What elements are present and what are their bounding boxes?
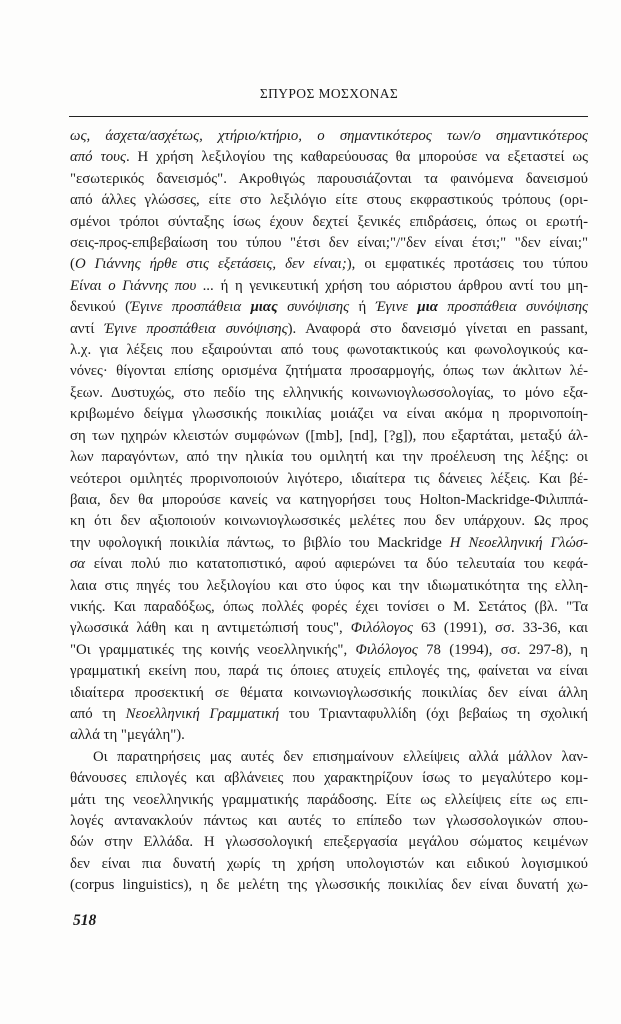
text-run: σεις-προς-επιβεβαίωση του τύπου "έτσι δεν είναι;"/"δεν είναι έτσι;" "δεν είναι;" — [70, 235, 588, 252]
text-run: ). Αναφορά στο δανεισμό γίνεται en passant, — [287, 320, 589, 337]
text-line — [70, 469, 588, 490]
text-line — [70, 447, 588, 468]
text-line — [70, 618, 588, 639]
text-line — [70, 319, 588, 340]
text-line — [70, 511, 588, 532]
text-line — [70, 340, 588, 361]
text-run: λαια στις πηγές του λεξιλογίου και στο ύφος και την ιδιωματικότητα της ελλη- — [70, 577, 588, 594]
italic-text: Φιλόλογος — [355, 641, 418, 658]
text-run: κριβωμένο δείγμα γλωσσικής ποικιλίας μοιάζει να είναι ακόμα η προρινοποίη- — [70, 406, 588, 423]
text-line — [70, 790, 588, 811]
text-run: λ.χ. για λέξεις που εξαιρούνται από τους φωνοτακτικούς και φωνολογικούς κα- — [70, 342, 588, 359]
text-run: ξεων. Δυστυχώς, στο πεδίο της ελληνικής κοινωνιογλωσσολογίας, το μόνο εξα- — [70, 384, 588, 401]
bold-italic-text: μιας — [250, 299, 278, 316]
text-run: νεότεροι ομιλητές προρινοποιούν λιγότερο, ιδιαίτερα τις δάνειες λέξεις. Και βέ- — [70, 470, 588, 487]
text-run: ή — [349, 299, 376, 316]
page-number: 518 — [73, 912, 97, 929]
text-run: σμένοι τρόποι σύνταξης ίσως έχουν δεχτεί ξενικές επιδράσεις, όπως οι ερωτή- — [70, 213, 588, 230]
italic-text: συνόψισης — [277, 299, 350, 316]
paragraph — [70, 747, 588, 897]
text-run: θάνουσες επιλογές και αβλάνειες που χαρακτηρίζουν ίσως το μεγαλύτερο κομ- — [70, 770, 588, 787]
text-run: "εσωτερικός δανεισμός". Ακροθιγώς παρουσιάζονται τα φαινόμενα δανεισμού — [70, 170, 588, 187]
italic-text: Έγινε — [375, 299, 418, 316]
text-run: δενικού ( — [70, 299, 131, 316]
italic-text: από τους — [70, 149, 126, 166]
text-line — [70, 233, 588, 254]
text-run: γλωσσικά λάθη και η αντιμετώπισή τους", — [70, 620, 351, 637]
bold-italic-text: μια — [417, 299, 438, 316]
italic-text: Ο Γιάννης ήρθε στις εξετάσεις, δεν είναι; — [74, 256, 347, 273]
italic-text: προσπάθεια συνόψισης — [437, 299, 589, 316]
text-line — [70, 404, 588, 425]
text-line — [70, 147, 588, 168]
text-run: την υφολογική ποικιλία πάντως, το βιβλίο του Mackridge — [70, 534, 450, 551]
text-run: είναι πολύ πιο κατατοπιστικό, αφού αφιερώνει τα δύο τελευταία του κεφά- — [85, 556, 588, 573]
text-line — [70, 832, 588, 853]
text-run: 78 (1994), σσ. 297-8), η — [417, 641, 589, 658]
text-run: βαια, δεν θα μπορούσε κανείς να κατηγορήσει τους Holton-Mackridge-Φιλιππά- — [70, 491, 588, 508]
text-run: αλλά τη "μεγάλη"). — [70, 727, 185, 744]
text-run: δών στην Ελλάδα. Η γλωσσολογική επεξεργασία μεγάλου σώματος κειμένων — [70, 834, 588, 851]
text-run: λων παραγόντων, από την ηλικία του ομιλητή και την προέλευση της λέξης: οι — [70, 449, 588, 466]
text-run: από άλλες γλώσσες, είτε στο λεξιλόγιο είτε στους εκφραστικούς τρόπους (ορι- — [70, 192, 588, 209]
text-run: νόνες· θίγονται επίσης ορισμένα ζητήματα προσαρμογής, όπως των άκλιτων λέ- — [70, 363, 588, 380]
text-line — [70, 683, 588, 704]
text-run: ιδιαίτερα προσεκτική σε θέματα κοινωνιογλωσσικής ποικιλίας δεν είναι άλλη — [70, 684, 588, 701]
paragraph — [70, 126, 588, 747]
text-run: ση των ηχηρών κλειστών συμφώνων ([mb], [nd], [?g]), που εξαρτάται, μεταξύ άλ- — [70, 427, 588, 444]
body-text — [70, 126, 588, 897]
text-line — [70, 725, 588, 746]
italic-text: Είναι ο Γιάννης που ... — [70, 277, 215, 294]
text-line — [70, 361, 588, 382]
text-line — [70, 875, 588, 896]
text-line — [70, 426, 588, 447]
text-run: λογές αντανακλούν πάντως και αυτές το επίπεδο των γλωσσολογικών σπου- — [70, 813, 588, 829]
text-line — [70, 297, 588, 318]
italic-text: Έγινε προσπάθεια — [130, 299, 251, 316]
text-line — [70, 554, 588, 575]
text-line — [70, 383, 588, 404]
italic-text: σα — [70, 556, 86, 573]
text-run: από τη — [70, 705, 126, 722]
italic-text: Η Νεοελληνική Γλώσ- — [449, 534, 588, 551]
header-rule — [69, 116, 588, 117]
text-line — [70, 854, 588, 875]
text-line — [70, 490, 588, 511]
text-line — [70, 811, 588, 832]
text-line — [70, 533, 588, 554]
text-run: ή η γενικευτική χρήση του αόριστου άρθρου αντί του μη- — [214, 277, 588, 294]
text-line — [70, 747, 588, 768]
text-run: "Οι γραμματικές της κοινής νεοελληνικής", — [70, 641, 356, 658]
italic-text: Νεοελληνική Γραμματική — [125, 705, 280, 722]
italic-text: ως, άσχετα/ασχέτως, χτήριο/κτήριο, ο σημαντικότερος των/ο σημαντικότερος — [70, 128, 588, 144]
text-line — [70, 126, 588, 147]
text-run: (corpus linguistics), η δε μελέτη της γλωσσικής ποικιλίας δεν είναι δυνατή χω- — [70, 877, 588, 894]
text-run: μάτι της νεοελληνικής γραμματικής παράδοσης. Είτε ως ελλείψεις είτε ως επι- — [70, 791, 588, 808]
text-line — [70, 254, 588, 275]
text-run: 63 (1991), σσ. 33-36, και — [413, 620, 588, 637]
text-run: κη ότι δεν αξιοποιούν κοινωνιογλωσσικές μελέτες που δεν υπάρχουν. Ως προς — [70, 513, 588, 530]
text-run: ), οι εμφατικές προτάσεις του τύπου — [346, 256, 588, 273]
text-run: . Η χρήση λεξιλογίου της καθαρεύουσας θα μπορούσε να εξεταστεί ως — [125, 149, 588, 166]
text-line — [70, 576, 588, 597]
text-line — [70, 640, 588, 661]
text-line — [70, 661, 588, 682]
text-line — [70, 276, 588, 297]
text-line — [70, 768, 588, 789]
text-run: γραμματική εκείνη που, παρά τις όποιες ατυχείς επιλογές της, φαίνεται να είναι — [70, 663, 588, 680]
italic-text: Έγινε προσπάθεια συνόψισης — [104, 320, 288, 337]
text-line — [70, 212, 588, 233]
text-line — [70, 597, 588, 618]
text-line — [70, 169, 588, 190]
italic-text: Φιλόλογος — [350, 620, 414, 637]
text-run: δεν είναι πια δυνατή χωρίς τη χρήση υπολογιστών και ειδικού λογισμικού — [70, 855, 588, 872]
text-run: αντί — [70, 320, 105, 337]
text-run: Οι παρατηρήσεις μας αυτές δεν επισημαίνουν ελλείψεις αλλά μάλλον λαν- — [93, 748, 588, 765]
running-head: ΣΠΥΡΟΣ ΜΟΣΧΟΝΑΣ — [259, 86, 399, 101]
text-run: του Τριανταφυλλίδη (όχι βεβαίως τη σχολική — [279, 705, 588, 722]
text-line — [70, 704, 588, 725]
text-line — [70, 190, 588, 211]
text-run: νικής. Και παραδόξως, όπως πολλές φορές έχει τονίσει ο Μ. Σετάτος (βλ. "Τα — [70, 598, 588, 615]
text-run: ( — [70, 256, 75, 273]
